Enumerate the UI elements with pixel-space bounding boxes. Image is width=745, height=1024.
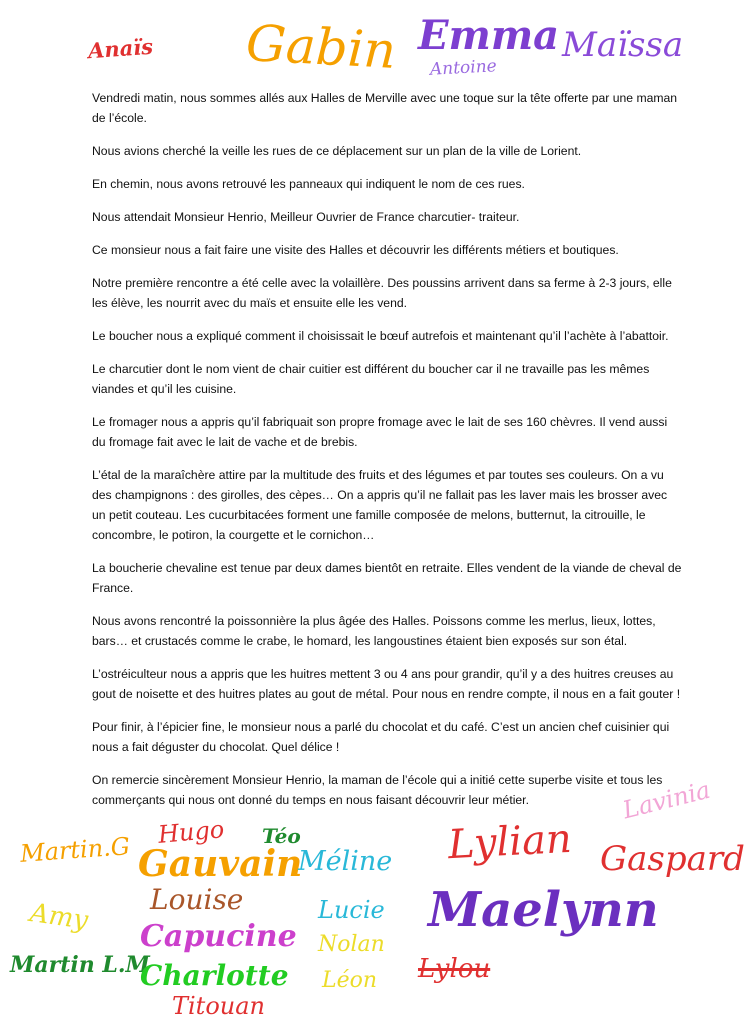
signature-gaspard: Gaspard <box>600 839 745 879</box>
paragraph: L’ostréiculteur nous a appris que les huitres mettent 3 ou 4 ans pour grandir, qu’il y a des huitres creuses au gout de noisette et des huitres plates au gout de métal. Pour nous en rendre compte, il nous en a fait gouter ! <box>92 667 681 701</box>
signature-gabin: Gabin <box>244 14 398 80</box>
letter-body <box>92 88 682 810</box>
paragraph: Ce monsieur nous a fait faire une visite des Halles et découvrir les différents métiers et boutiques. <box>92 243 619 257</box>
signature-lavinia: Lavinia <box>619 775 713 825</box>
paragraph: Nous attendait Monsieur Henrio, Meilleur Ouvrier de France charcutier- traiteur. <box>92 210 520 224</box>
signature-nolan: Nolan <box>318 932 385 957</box>
signature-amy: Amy <box>28 898 90 936</box>
paragraph: Le fromager nous a appris qu’il fabriquait son propre fromage avec le lait de ses 160 chèvres. Il vend aussi du fromage fait avec le lait de vache et de brebis. <box>92 415 668 449</box>
paragraph: Pour finir, à l’épicier fine, le monsieur nous a parlé du chocolat et du café. C’est un ancien chef cuisinier qui nous a fait déguster du chocolat. Quel délice ! <box>92 720 670 754</box>
signature-maissa: Maïssa <box>562 25 684 65</box>
signature-emma: Emma <box>418 12 560 59</box>
signature-titouan: Titouan <box>172 992 265 1020</box>
signature-martin-lm: Martin L.M <box>10 952 150 978</box>
signature-antoine: Antoine <box>429 56 498 80</box>
paragraph: Le charcutier dont le nom vient de chair cuitier est différent du boucher car il ne travaille pas les mêmes viandes et qu’il les cuisine. <box>92 362 650 396</box>
signature-martin-g: Martin.G <box>19 832 131 868</box>
paragraph: On remercie sincèrement Monsieur Henrio, la maman de l’école qui a initié cette superbe visite et tous les commerçants qui nous ont donné du temps en nous faisant découvrir leur métier. <box>92 773 663 807</box>
signature-leon: Léon <box>322 968 378 993</box>
paragraph: Nous avons rencontré la poissonnière la plus âgée des Halles. Poissons comme les merlus, lieux, lottes, bars… et crustacés comme le crabe, le homard, les langoustines étaient bien exposés sur son étal. <box>92 614 656 648</box>
paragraph: En chemin, nous avons retrouvé les panneaux qui indiquent le nom de ces rues. <box>92 177 525 191</box>
paragraph: Le boucher nous a expliqué comment il choisissait le bœuf autrefois et maintenant qu’il l’achète à l’abattoir. <box>92 329 669 343</box>
signature-louise: Louise <box>150 883 244 916</box>
signature-teo: Téo <box>262 824 301 848</box>
signature-capucine: Capucine <box>140 919 297 954</box>
paragraph: La boucherie chevaline est tenue par deux dames bientôt en retraite. Elles vendent de la viande de cheval de France. <box>92 561 682 595</box>
paragraph: Nous avions cherché la veille les rues de ce déplacement sur un plan de la ville de Lorient. <box>92 144 582 158</box>
signature-maelynn: Maelynn <box>428 882 659 938</box>
signature-gauvain: Gauvain <box>138 843 303 885</box>
signature-lucie: Lucie <box>318 896 385 924</box>
signature-hugo: Hugo <box>156 815 226 849</box>
signature-meline: Méline <box>298 846 393 877</box>
signature-lylou: Lylou <box>418 954 491 984</box>
paragraph: Notre première rencontre a été celle avec la volaillère. Des poussins arrivent dans sa ferme à 2-3 jours, elle les élève, les nourrit avec du maïs et ensuite elle les vend. <box>92 276 672 310</box>
signature-charlotte: Charlotte <box>140 959 289 992</box>
paragraph: Vendredi matin, nous sommes allés aux Halles de Merville avec une toque sur la tête offerte par une maman de l’école. <box>92 91 678 125</box>
signature-lylian: Lylian <box>446 815 573 869</box>
signature-anais: Anaïs <box>87 33 154 64</box>
paragraph: L’étal de la maraîchère attire par la multitude des fruits et des légumes et par toutes ses couleurs. On a vu des champignons : des girolles, des cèpes… On a appris qu’il ne fallait pas les laver mais les brosser avec un petit couteau. Les cucurbitacées forment une famille composée de melons, butternut, la citrouille, le concombre, le potiron, la courgette et le cornichon… <box>92 468 668 542</box>
